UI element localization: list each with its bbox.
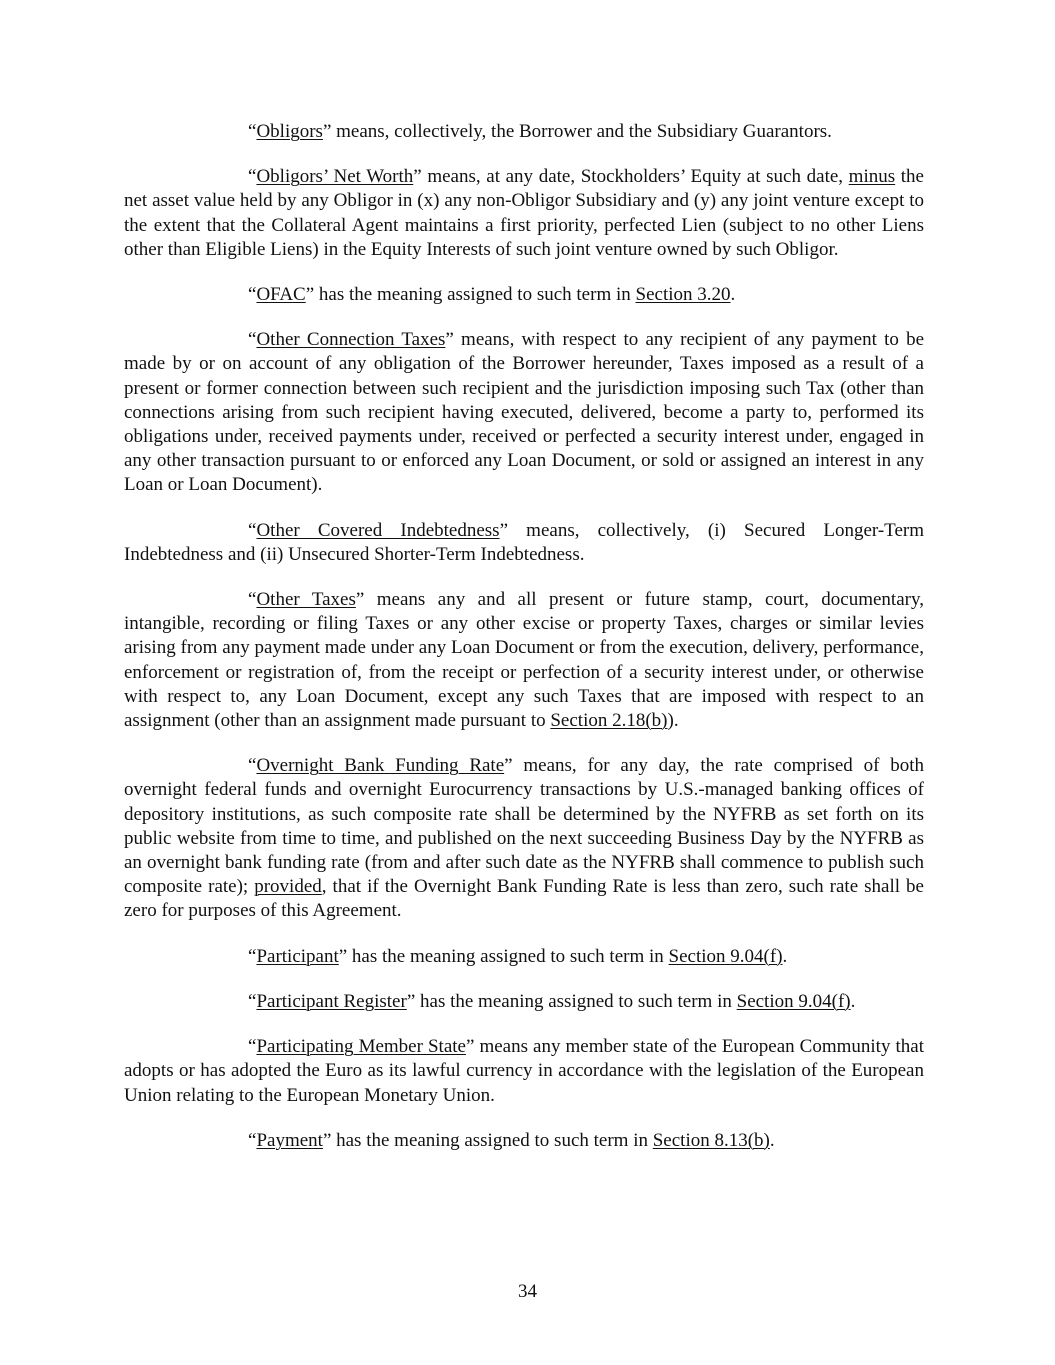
defined-term: Participant Register [256,990,407,1012]
emphasis-provided: provided [254,876,322,898]
document-page [124,120,924,1174]
definition-overnight-bank-funding-rate: “Overnight Bank Funding Rate” means, for any day, the rate comprised of both overnight federal funds and overnight Eurocurrency transactions by U.S.-managed banking offices of depository institutions, as such composite rate shall be determined by the NYFRB as set forth on its public website from time to time, and published on the next succeeding Business Day by the NYFRB as an overnight bank funding rate (from and after such date as the NYFRB shall commence to publish such composite rate); provided, that if the Overnight Bank Funding Rate is less than zero, such rate shall be zero for purposes of this Agreement. [124,755,924,922]
emphasis-minus: minus [848,166,896,188]
defined-term: Payment [256,1129,323,1151]
definition-other-covered-indebtedness: “Other Covered Indebtedness” means, collectively, (i) Secured Longer-Term Indebtedness and (ii) Unsecured Shorter-Term Indebtedness. [124,519,924,565]
definition-participant-register: “Participant Register” has the meaning assigned to such term in Section 9.04(f). [248,990,856,1012]
page-number: 34 [518,1281,537,1302]
definition-ofac: “OFAC” has the meaning assigned to such term in Section 3.20. [248,284,736,306]
section-reference: Section 3.20 [635,284,731,306]
defined-term: Obligors’ Net Worth [256,166,414,188]
definition-obligors-net-worth: “Obligors’ Net Worth” means, at any date, Stockholders’ Equity at such date, minus the net asset value held by any Obligor in (x) any non-Obligor Subsidiary and (y) any joint venture except to the extent that the Collateral Agent maintains a first priority, perfected Lien (subject to no other Liens other than Eligible Liens) in the Equity Interests of such joint venture owned by such Obligor. [124,166,924,260]
definition-other-connection-taxes: “Other Connection Taxes” means, with respect to any recipient of any payment to be made by or on account of any obligation of the Borrower hereunder, Taxes imposed as a result of a present or former connection between such recipient and the jurisdiction imposing such Tax (other than connections arising from such recipient having executed, delivered, become a party to, performed its obligations under, received payments under, received or perfected a security interest under, engaged in any other transaction pursuant to or enforced any Loan Document, or sold or assigned an interest in any Loan or Loan Document). [124,329,924,496]
defined-term: Participant [256,945,339,967]
definition-payment: “Payment” has the meaning assigned to such term in Section 8.13(b). [248,1129,775,1151]
definition-participating-member-state: “Participating Member State” means any member state of the European Community that adopts or has adopted the Euro as its lawful currency in accordance with the legislation of the European Union relating to the European Monetary Union. [124,1036,924,1106]
definition-participant: “Participant” has the meaning assigned to such term in Section 9.04(f). [248,945,788,967]
definition-obligors: “Obligors” means, collectively, the Borrower and the Subsidiary Guarantors. [248,121,832,142]
defined-term: Other Covered Indebtedness [256,519,500,541]
defined-term: OFAC [256,284,306,306]
defined-term: Participating Member State [256,1036,466,1058]
section-reference: Section 9.04(f) [668,945,783,967]
section-reference: Section 2.18(b) [550,710,668,732]
defined-term: Other Connection Taxes [256,329,446,351]
definition-other-taxes: “Other Taxes” means any and all present or future stamp, court, documentary, intangible, recording or filing Taxes or any other excise or property Taxes, charges or similar levies arising from any payment made under any Loan Document or from the execution, delivery, performance, enforcement or registration of, from the receipt or perfection of a security interest under, or otherwise with respect to, any Loan Document, except any such Taxes that are imposed with respect to an assignment (other than an assignment made pursuant to Section 2.18(b)). [124,589,924,732]
defined-term: Overnight Bank Funding Rate [256,755,505,777]
section-reference: Section 9.04(f) [736,990,851,1012]
defined-term: Obligors [256,121,323,142]
defined-term: Other Taxes [256,589,356,611]
section-reference: Section 8.13(b) [652,1129,770,1151]
